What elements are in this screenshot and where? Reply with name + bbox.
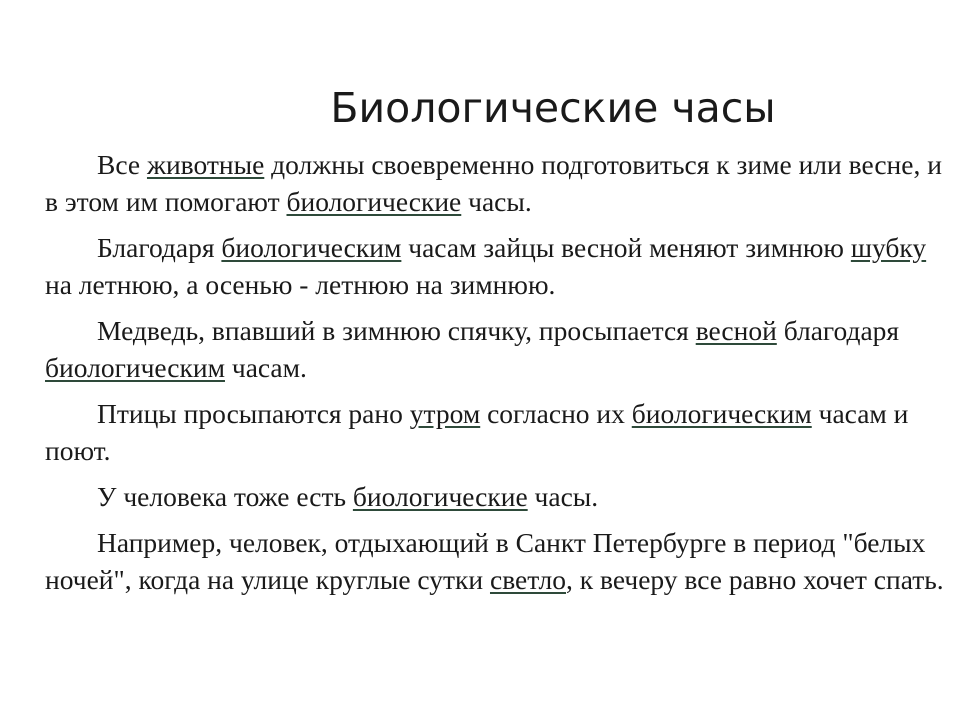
paragraph-text: часы. [527, 481, 599, 512]
slide-body [45, 146, 945, 607]
paragraph-text: часам зайцы весной меняют зимнюю [401, 232, 851, 263]
paragraph-text: должны своевременно подготовиться к зиме или весне, и в этом им помогают [45, 149, 942, 217]
hyperlink[interactable]: биологическим [221, 232, 402, 263]
paragraph-text: Медведь, впавший в зимнюю спячку, просыпается [97, 315, 696, 346]
paragraph-text: У человека тоже есть [97, 481, 353, 512]
paragraph [45, 524, 945, 598]
paragraph-text: часам и поют. [45, 398, 909, 466]
hyperlink[interactable]: биологическим [45, 352, 225, 383]
hyperlink[interactable]: биологическим [631, 398, 812, 429]
paragraph-text: согласно их [480, 398, 632, 429]
hyperlink[interactable]: светло [489, 564, 567, 595]
paragraph-text: , к вечеру все равно хочет спать. [566, 564, 944, 595]
paragraph-text: Благодаря [97, 232, 222, 263]
paragraph-text: Все [97, 149, 147, 180]
hyperlink[interactable]: животные [146, 149, 265, 180]
slide-title: Биологические часы [330, 84, 776, 132]
hyperlink[interactable]: шубку [850, 232, 927, 263]
paragraph-text: Птицы просыпаются рано [97, 398, 410, 429]
hyperlink[interactable]: биологические [352, 481, 528, 512]
paragraph [45, 395, 945, 469]
paragraph [45, 229, 945, 303]
hyperlink[interactable]: весной [695, 315, 777, 346]
paragraph [45, 312, 945, 386]
paragraph [45, 146, 945, 220]
hyperlink[interactable]: утром [409, 398, 481, 429]
paragraph-text: на летнюю, а осенью - летнюю на зимнюю. [45, 269, 556, 300]
paragraph [45, 478, 945, 515]
paragraph-text: Например, человек, отдыхающий в Санкт Петербурге в период "белых ночей", когда на улице круглые сутки [45, 527, 926, 595]
paragraph-text: часам. [224, 352, 307, 383]
paragraph-text: часы. [461, 186, 532, 217]
hyperlink[interactable]: биологические [286, 186, 462, 217]
paragraph-text: благодаря [776, 315, 900, 346]
